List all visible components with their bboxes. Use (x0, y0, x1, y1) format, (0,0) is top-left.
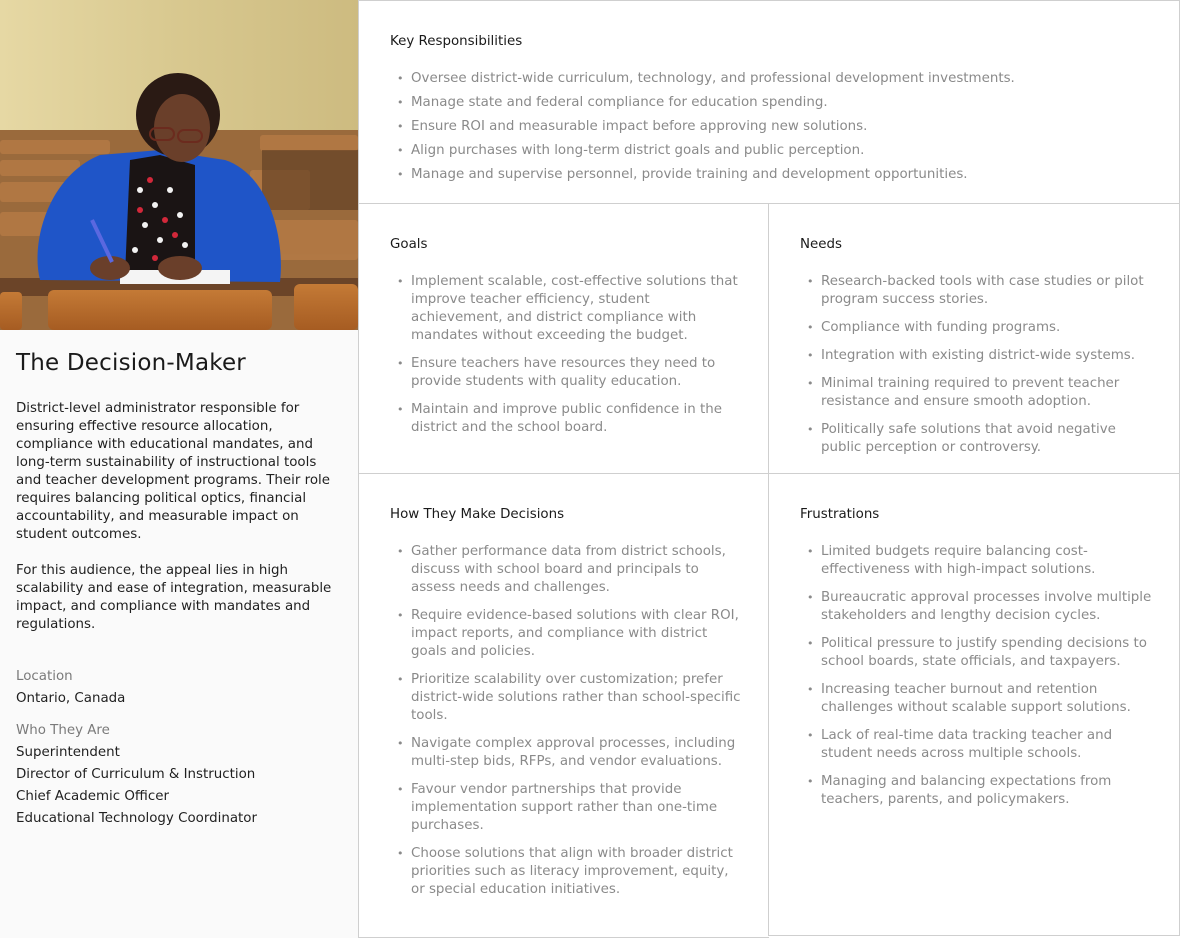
section-title: How They Make Decisions (390, 507, 565, 522)
list-item: • Maintain and improve public confidence in the district and the school board. (397, 401, 741, 437)
section-title: Key Responsibilities (390, 34, 523, 49)
list-item: • Oversee district-wide curriculum, technology, and professional development investments. (397, 70, 1159, 88)
list-item: • Managing and balancing expectations from teachers, parents, and policymakers. (807, 773, 1153, 809)
list-item: • Prioritize scalability over customization; prefer district-wide solutions rather than school-specific tools. (397, 671, 741, 725)
persona-photo (0, 0, 358, 330)
list-item: • Manage state and federal compliance for education spending. (397, 94, 1159, 112)
persona-photo-illustration (0, 0, 358, 330)
goals-list (397, 273, 741, 447)
responsibilities-list (397, 70, 1159, 190)
frustrations-panel (768, 473, 1180, 936)
persona-sidebar (0, 0, 358, 938)
location-block (16, 666, 125, 710)
role-item: Director of Curriculum & Instruction (16, 767, 256, 782)
needs-list (807, 273, 1153, 467)
role-item: Superintendent (16, 745, 120, 760)
list-item: • Ensure teachers have resources they need to provide students with quality education. (397, 355, 741, 391)
section-title: Frustrations (800, 507, 880, 522)
list-item: • Require evidence-based solutions with clear ROI, impact reports, and compliance with district goals and policies. (397, 607, 741, 661)
list-item: • Increasing teacher burnout and retention challenges without scalable support solutions. (807, 681, 1153, 717)
list-item: • Lack of real-time data tracking teacher and student needs across multiple schools. (807, 727, 1153, 763)
list-item: • Ensure ROI and measurable impact before approving new solutions. (397, 118, 1159, 136)
list-item: • Integration with existing district-wide systems. (807, 347, 1153, 365)
decisions-list (397, 543, 741, 909)
list-item: • Manage and supervise personnel, provide training and development opportunities. (397, 166, 1159, 184)
needs-panel (768, 203, 1180, 474)
section-title: Needs (800, 237, 842, 252)
list-item: • Politically safe solutions that avoid negative public perception or controversy. (807, 421, 1153, 457)
list-item: • Research-backed tools with case studies or pilot program success stories. (807, 273, 1153, 309)
list-item: • Choose solutions that align with broader district priorities such as literacy improvement, equity, or special education initiatives. (397, 845, 741, 899)
persona-description: District-level administrator responsible for ensuring effective resource allocation, compliance with educational mandates, and long-term sustainability of instructional tools and teacher development programs. Their role requires balancing political optics, financial accountability, and measurable impact on student outcomes. (16, 401, 330, 542)
list-item: • Gather performance data from district schools, discuss with school board and principals to assess needs and challenges. (397, 543, 741, 597)
location-label: Location (16, 669, 73, 684)
who-they-are-block (16, 720, 257, 830)
list-item: • Navigate complex approval processes, including multi-step bids, RFPs, and vendor evaluations. (397, 735, 741, 771)
list-item: • Bureaucratic approval processes involve multiple stakeholders and lengthy decision cycles. (807, 589, 1153, 625)
list-item: • Implement scalable, cost-effective solutions that improve teacher efficiency, student achievement, and district compliance with mandates without exceeding the budget. (397, 273, 741, 345)
list-item: • Favour vendor partnerships that provide implementation support rather than one-time purchases. (397, 781, 741, 835)
role-item: Educational Technology Coordinator (16, 811, 257, 826)
goals-panel (358, 203, 769, 474)
who-they-are-label: Who They Are (16, 723, 110, 738)
list-item: • Limited budgets require balancing cost-effectiveness with high-impact solutions. (807, 543, 1153, 579)
key-responsibilities-panel (358, 0, 1180, 204)
frustrations-list (807, 543, 1153, 819)
role-item: Chief Academic Officer (16, 789, 169, 804)
persona-appeal: For this audience, the appeal lies in high scalability and ease of integration, measurable impact, and compliance with mandates and regulations. (16, 563, 332, 632)
list-item: • Minimal training required to prevent teacher resistance and ensure smooth adoption. (807, 375, 1153, 411)
list-item: • Compliance with funding programs. (807, 319, 1153, 337)
list-item: • Align purchases with long-term district goals and public perception. (397, 142, 1159, 160)
section-title: Goals (390, 237, 428, 252)
persona-title: The Decision-Maker (16, 350, 246, 376)
list-item: • Political pressure to justify spending decisions to school boards, state officials, and taxpayers. (807, 635, 1153, 671)
location-value: Ontario, Canada (16, 691, 126, 706)
decisions-panel (358, 473, 769, 938)
